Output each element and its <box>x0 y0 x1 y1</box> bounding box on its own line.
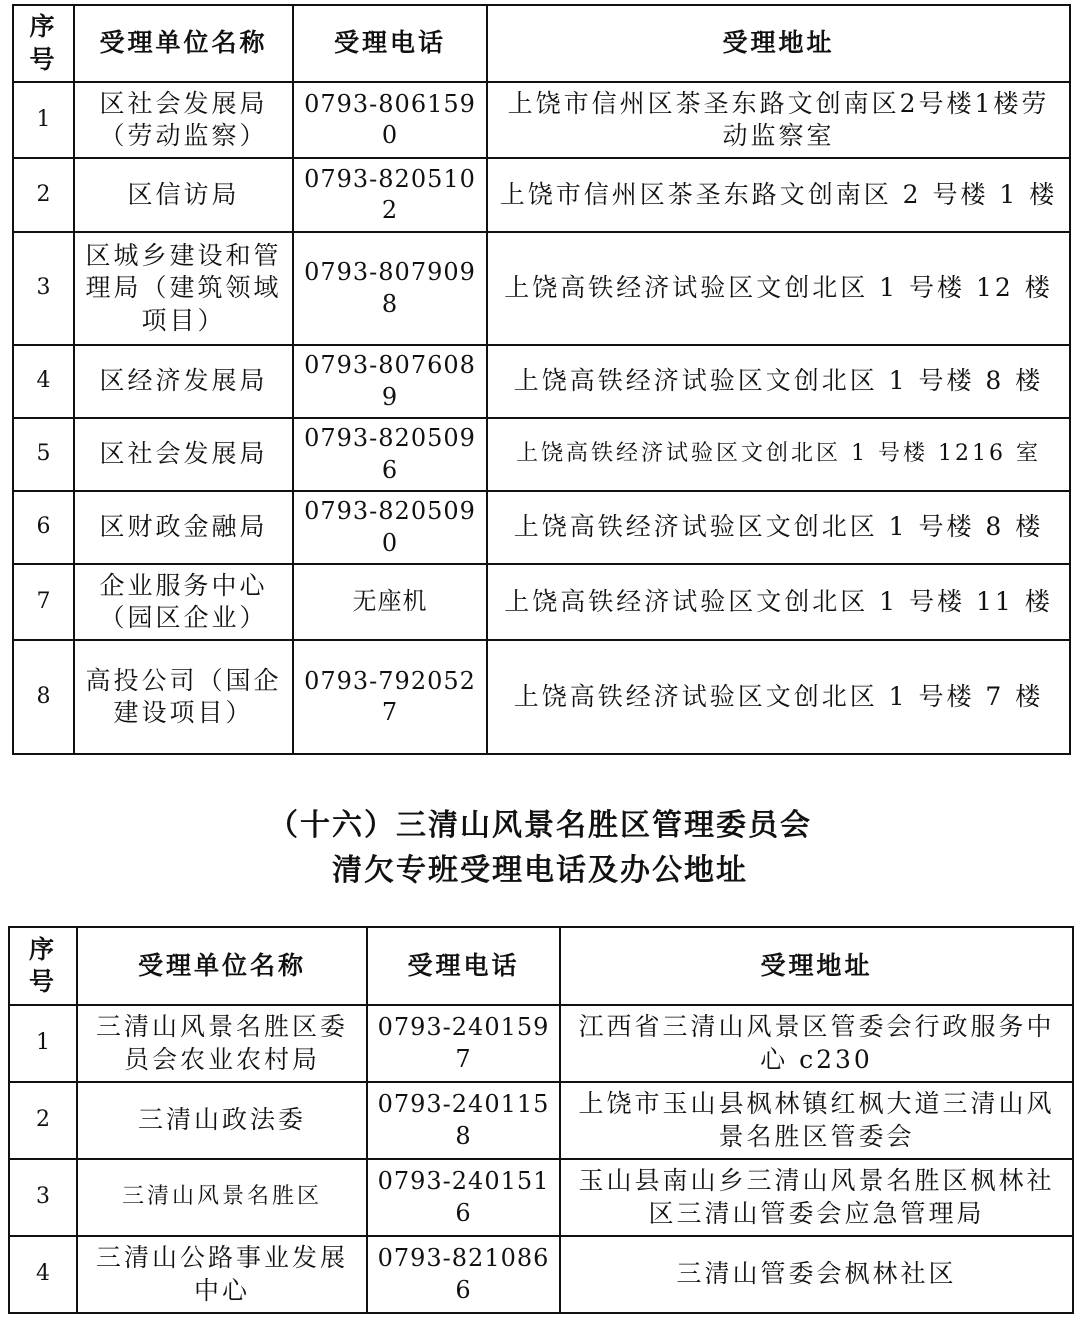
row-address: 三清山管委会枫林社区 <box>560 1236 1073 1313</box>
row-no: 5 <box>13 418 74 491</box>
section-title-line1: （十六）三清山风景名胜区管理委员会 <box>268 808 812 843</box>
row-address: 上饶高铁经济试验区文创北区 1 号楼 7 楼 <box>487 640 1070 754</box>
row-phone: 0793-7920527 <box>293 640 487 754</box>
header-name: 受理单位名称 <box>77 927 367 1005</box>
table-row <box>13 491 1070 564</box>
row-name: 区社会发展局（劳动监察） <box>74 82 293 158</box>
row-no: 2 <box>13 158 74 232</box>
row-phone: 0793-2401597 <box>367 1005 560 1082</box>
row-address: 上饶市信州区茶圣东路文创南区 2 号楼 1 楼 <box>487 158 1070 232</box>
row-name: 三清山风景名胜区 <box>77 1159 367 1236</box>
row-name: 三清山政法委 <box>77 1082 367 1159</box>
row-name: 区经济发展局 <box>74 345 293 418</box>
row-address: 上饶市玉山县枫林镇红枫大道三清山风景名胜区管委会 <box>560 1082 1073 1159</box>
table-row <box>9 1159 1073 1236</box>
table-row <box>13 418 1070 491</box>
row-no: 3 <box>13 232 74 345</box>
header-address: 受理地址 <box>560 927 1073 1005</box>
row-no: 1 <box>13 82 74 158</box>
row-no: 7 <box>13 564 74 640</box>
table-row <box>9 1082 1073 1159</box>
table-row <box>13 640 1070 754</box>
row-name: 区社会发展局 <box>74 418 293 491</box>
row-phone: 无座机 <box>293 564 487 640</box>
table-header-row <box>13 5 1070 82</box>
row-no: 6 <box>13 491 74 564</box>
table-row <box>13 345 1070 418</box>
table-row <box>9 1236 1073 1313</box>
row-name: 高投公司（国企建设项目） <box>74 640 293 754</box>
section-title-line2: 清欠专班受理电话及办公地址 <box>332 853 748 888</box>
row-phone: 0793-2401516 <box>367 1159 560 1236</box>
row-address: 上饶高铁经济试验区文创北区 1 号楼 11 楼 <box>487 564 1070 640</box>
row-phone: 0793-8205090 <box>293 491 487 564</box>
row-no: 3 <box>9 1159 77 1236</box>
row-address: 玉山县南山乡三清山风景名胜区枫林社区三清山管委会应急管理局 <box>560 1159 1073 1236</box>
row-address: 上饶高铁经济试验区文创北区 1 号楼 1216 室 <box>487 418 1070 491</box>
row-address: 江西省三清山风景区管委会行政服务中心 c230 <box>560 1005 1073 1082</box>
table-row <box>13 82 1070 158</box>
header-address: 受理地址 <box>487 5 1070 82</box>
row-name: 三清山风景名胜区委员会农业农村局 <box>77 1005 367 1082</box>
header-no: 序号 <box>9 927 77 1005</box>
row-name: 三清山公路事业发展中心 <box>77 1236 367 1313</box>
header-name: 受理单位名称 <box>74 5 293 82</box>
row-name: 区财政金融局 <box>74 491 293 564</box>
row-no: 4 <box>13 345 74 418</box>
row-no: 4 <box>9 1236 77 1313</box>
table-header-row <box>9 927 1073 1005</box>
table-units-1 <box>12 4 1071 755</box>
row-address: 上饶市信州区茶圣东路文创南区2号楼1楼劳动监察室 <box>487 82 1070 158</box>
row-address: 上饶高铁经济试验区文创北区 1 号楼 8 楼 <box>487 345 1070 418</box>
header-no: 序号 <box>13 5 74 82</box>
row-no: 8 <box>13 640 74 754</box>
header-phone: 受理电话 <box>367 927 560 1005</box>
row-phone: 0793-8079098 <box>293 232 487 345</box>
row-address: 上饶高铁经济试验区文创北区 1 号楼 12 楼 <box>487 232 1070 345</box>
row-name: 企业服务中心（园区企业） <box>74 564 293 640</box>
row-no: 1 <box>9 1005 77 1082</box>
row-name: 区信访局 <box>74 158 293 232</box>
table-row <box>13 564 1070 640</box>
row-name: 区城乡建设和管理局（建筑领域项目） <box>74 232 293 345</box>
row-phone: 0793-8061590 <box>293 82 487 158</box>
row-phone: 0793-8210866 <box>367 1236 560 1313</box>
table-units-2 <box>8 926 1074 1314</box>
row-no: 2 <box>9 1082 77 1159</box>
table-row <box>13 232 1070 345</box>
header-phone: 受理电话 <box>293 5 487 82</box>
row-phone: 0793-8205096 <box>293 418 487 491</box>
row-phone: 0793-2401158 <box>367 1082 560 1159</box>
row-address: 上饶高铁经济试验区文创北区 1 号楼 8 楼 <box>487 491 1070 564</box>
row-phone: 0793-8205102 <box>293 158 487 232</box>
table-row <box>13 158 1070 232</box>
row-phone: 0793-8076089 <box>293 345 487 418</box>
table-row <box>9 1005 1073 1082</box>
